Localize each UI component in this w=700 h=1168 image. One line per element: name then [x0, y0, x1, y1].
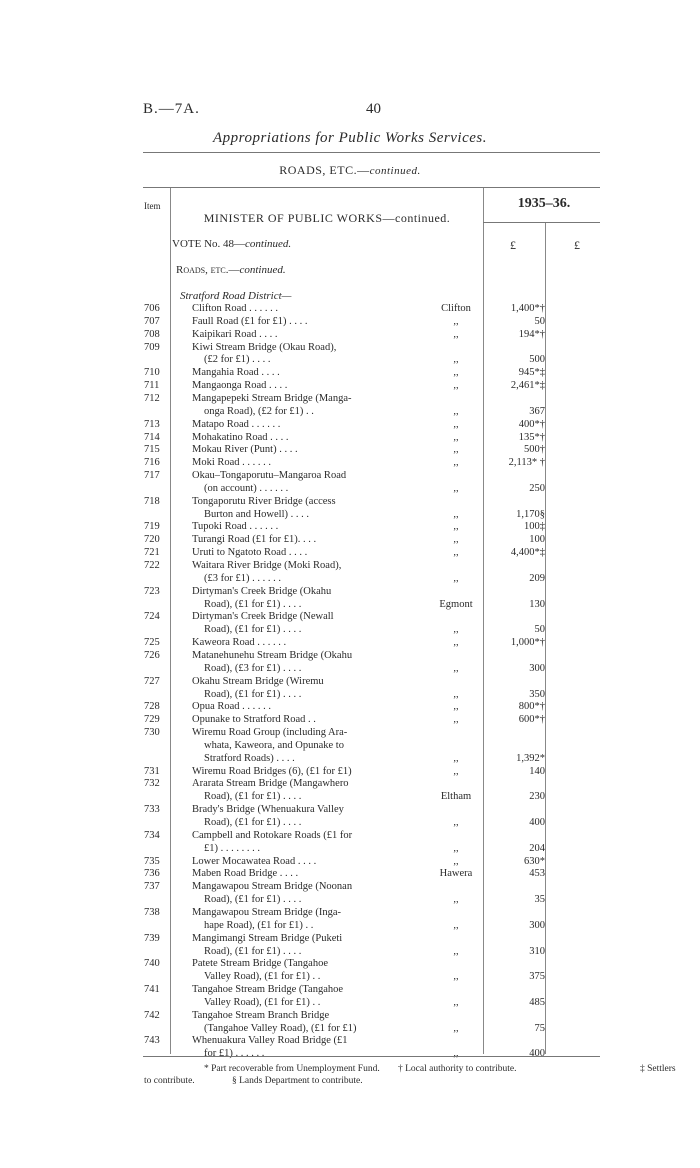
item-number: 739: [144, 932, 160, 944]
item-location: ,,: [453, 380, 459, 392]
item-number: 706: [144, 303, 160, 314]
item-number: 735: [144, 855, 160, 867]
item-amount: 100‡: [524, 521, 545, 533]
item-location: ,,: [453, 996, 459, 1008]
item-location: ,,: [453, 534, 459, 546]
item-amount: 500: [529, 354, 545, 366]
item-column-rule: [170, 188, 171, 1054]
item-description: Lower Mocawatea Road . . . .: [192, 855, 317, 867]
item-number: 709: [144, 341, 160, 353]
item-amount: 50: [534, 624, 545, 636]
item-amount: 350: [529, 688, 545, 700]
item-number: 732: [144, 778, 160, 790]
item-description: Tongaporutu River Bridge (access: [192, 495, 336, 507]
item-location: ,,: [453, 701, 459, 713]
item-location: ,,: [453, 817, 459, 828]
item-location: ,,: [453, 328, 459, 340]
item-location: ,,: [453, 572, 459, 584]
item-description: Brady's Bridge (Whenuakura Valley: [192, 804, 344, 816]
footnote-lands-department: § Lands Department to contribute.: [232, 1076, 363, 1086]
item-description: Wiremu Road Group (including Ara-: [192, 727, 348, 739]
item-description: Tupoki Road . . . . . .: [192, 521, 279, 533]
item-number: 715: [144, 444, 160, 456]
item-number: 714: [144, 431, 160, 443]
item-description: Road), (£1 for £1) . . . .: [204, 894, 302, 906]
item-number: 733: [144, 804, 160, 816]
item-amount: 400*†: [518, 418, 545, 430]
item-amount: 600*†: [518, 714, 545, 726]
item-number: 734: [144, 829, 160, 841]
item-location: ,,: [453, 418, 459, 430]
item-number: 716: [144, 457, 160, 469]
item-amount: 800*†: [518, 701, 545, 713]
item-location: Clifton: [441, 303, 471, 314]
item-description: Mohakatino Road . . . .: [192, 431, 289, 443]
item-location: ,,: [453, 765, 459, 777]
item-location: ,,: [453, 482, 459, 494]
footnote-settlers: ‡ Settlers: [640, 1064, 676, 1074]
vote-heading: [172, 238, 291, 250]
sub-heading-main: ROADS, ETC.—: [279, 163, 370, 177]
roads-heading-cont: continued.: [239, 264, 286, 276]
item-description: Road), (£3 for £1) . . . .: [204, 662, 302, 674]
item-location: ,,: [453, 842, 459, 854]
item-number: 712: [144, 392, 160, 404]
item-amount: 130: [529, 598, 545, 610]
item-description: Waitara River Bridge (Moki Road),: [192, 560, 342, 571]
item-description: whata, Kaweora, and Opunake to: [204, 739, 344, 751]
item-description: Dirtyman's Creek Bridge (Okahu: [192, 585, 332, 597]
item-description: Stratford Roads) . . . .: [204, 752, 295, 764]
item-amount: 310: [529, 945, 545, 957]
item-description: Okahu Stream Bridge (Wiremu: [192, 675, 324, 687]
item-number: 718: [144, 495, 160, 507]
sub-heading: [0, 163, 700, 178]
item-location: Eltham: [440, 791, 472, 803]
item-number: 708: [144, 328, 160, 340]
item-number: 736: [144, 868, 160, 880]
item-location: Hawera: [439, 868, 473, 880]
item-amount: 1,392*: [516, 752, 545, 764]
item-number: 724: [144, 611, 160, 623]
item-number: 717: [144, 470, 160, 482]
item-description: Kiwi Stream Bridge (Okau Road),: [192, 341, 337, 353]
item-location: ,,: [453, 367, 459, 379]
item-amount: 1,170§: [516, 508, 545, 520]
footnote-settlers-cont: to contribute.: [144, 1076, 195, 1086]
document-code: B.—7A.: [143, 101, 200, 117]
item-amount: 2,461*‡: [510, 380, 545, 392]
item-description: Matapo Road . . . . . .: [192, 418, 281, 430]
item-description: Mangawapou Stream Bridge (Inga-: [192, 906, 341, 918]
item-amount: 2,113* †: [508, 457, 545, 469]
item-location: ,,: [453, 405, 459, 417]
item-description: Okau–Tongaporutu–Mangaroa Road: [192, 470, 347, 482]
roads-heading: [176, 264, 286, 276]
title-rule: [143, 152, 600, 153]
item-number: 729: [144, 714, 160, 726]
item-description: Road), (£1 for £1) . . . .: [204, 945, 302, 957]
item-description: Wiremu Road Bridges (6), (£1 for £1): [192, 765, 352, 777]
item-location: ,,: [453, 521, 459, 533]
item-location: ,,: [453, 662, 459, 674]
item-number: 742: [144, 1009, 160, 1021]
item-description: (on account) . . . . . .: [204, 482, 289, 494]
item-number: 725: [144, 637, 160, 649]
item-location: ,,: [453, 855, 459, 867]
item-amount: 100: [529, 534, 545, 546]
item-description: (Tangahoe Valley Road), (£1 for £1): [204, 1022, 357, 1034]
pound-header-2: £: [574, 238, 580, 252]
page-number: 40: [366, 101, 381, 117]
vote-heading-main: VOTE No. 48—: [172, 238, 246, 250]
table-top-rule: [143, 187, 600, 188]
item-location: ,,: [453, 919, 459, 931]
district-heading: Stratford Road District—: [180, 290, 292, 302]
item-location: ,,: [453, 688, 459, 700]
item-description: Mangimangi Stream Bridge (Puketi: [192, 932, 343, 944]
footnote-unemployment: * Part recoverable from Unemployment Fund.: [204, 1064, 380, 1074]
item-description: onga Road), (£2 for £1) . .: [204, 405, 314, 417]
item-amount: 485: [529, 996, 545, 1008]
item-location: ,,: [453, 637, 459, 649]
pound-header-1: £: [510, 238, 516, 252]
item-number: 728: [144, 701, 160, 713]
item-description: Tangahoe Stream Branch Bridge: [192, 1009, 330, 1021]
item-location: ,,: [453, 431, 459, 443]
vote-heading-cont: continued.: [245, 238, 292, 250]
item-amount: 945*‡: [518, 367, 545, 379]
item-description: Valley Road), (£1 for £1) . .: [204, 996, 321, 1008]
amount-column-rule: [545, 222, 546, 1054]
item-number: 731: [144, 765, 160, 777]
item-amount: 135*†: [518, 431, 545, 443]
item-amount: 209: [529, 572, 545, 584]
item-location: ,,: [453, 354, 459, 366]
item-number: 738: [144, 906, 160, 918]
year-header-rule: [483, 222, 600, 223]
item-description: Burton and Howell) . . . .: [204, 508, 309, 520]
item-amount: 1,000*†: [510, 637, 545, 649]
item-number: 740: [144, 958, 160, 970]
item-number: 711: [144, 380, 160, 392]
item-description: (£3 for £1) . . . . . .: [204, 572, 281, 584]
item-description: Moki Road . . . . . .: [192, 457, 272, 469]
item-column-header: Item: [144, 201, 161, 211]
item-location: ,,: [453, 971, 459, 983]
item-location: ,,: [453, 945, 459, 957]
item-number: 710: [144, 367, 160, 379]
item-number: 720: [144, 534, 160, 546]
item-amount: 300: [529, 662, 545, 674]
footnote-local-authority: † Local authority to contribute.: [398, 1064, 517, 1074]
item-description: Road), (£1 for £1) . . . .: [204, 598, 302, 610]
item-description: Turangi Road (£1 for £1). . . .: [192, 534, 317, 546]
sub-heading-cont: continued.: [369, 165, 421, 177]
item-description: Matanehunehu Stream Bridge (Okahu: [192, 649, 353, 661]
item-description: hape Road), (£1 for £1) . .: [204, 919, 314, 931]
item-number: 707: [144, 315, 160, 327]
item-location: ,,: [453, 508, 459, 520]
ministry-heading: MINISTER OF PUBLIC WORKS—continued.: [203, 211, 451, 225]
item-location: Egmont: [439, 598, 473, 610]
item-number: 737: [144, 881, 160, 893]
roads-heading-main: Roads, etc.—: [176, 264, 240, 276]
item-location: ,,: [453, 624, 459, 636]
item-description: Patete Stream Bridge (Tangahoe: [192, 958, 329, 970]
item-amount: 50: [534, 315, 545, 327]
item-description: Tangahoe Stream Bridge (Tangahoe: [192, 984, 344, 996]
item-description: Faull Road (£1 for £1) . . . .: [192, 315, 308, 327]
item-number: 722: [144, 560, 160, 571]
item-location: ,,: [453, 315, 459, 327]
footnote-rule: [143, 1056, 600, 1057]
item-description: Road), (£1 for £1) . . . .: [204, 688, 302, 700]
item-location: ,,: [453, 1022, 459, 1034]
item-amount: 194*†: [518, 328, 545, 340]
item-description: Clifton Road . . . . . .: [192, 303, 279, 314]
item-description: Mangawapou Stream Bridge (Noonan: [192, 881, 353, 893]
item-amount: 4,400*‡: [510, 547, 545, 559]
item-description: (£2 for £1) . . . .: [204, 354, 271, 366]
item-amount: 630*: [524, 855, 545, 867]
item-amount: 35: [534, 894, 545, 906]
item-location: ,,: [453, 1048, 459, 1060]
item-location: ,,: [453, 714, 459, 726]
item-location: ,,: [453, 894, 459, 906]
item-description: Kaweora Road . . . . . .: [192, 637, 287, 649]
item-amount: 367: [529, 405, 545, 417]
item-description: for £1) . . . . . .: [204, 1048, 265, 1060]
item-description: Dirtyman's Creek Bridge (Newall: [192, 611, 334, 623]
item-number: 743: [144, 1035, 160, 1047]
item-amount: 230: [529, 791, 545, 803]
item-amount: 75: [534, 1022, 545, 1034]
year-column-header: 1935–36.: [517, 196, 571, 211]
item-number: 713: [144, 418, 160, 430]
item-description: Uruti to Ngatoto Road . . . .: [192, 547, 308, 559]
item-description: Road), (£1 for £1) . . . .: [204, 791, 302, 803]
item-description: Valley Road), (£1 for £1) . .: [204, 971, 321, 983]
item-number: 721: [144, 547, 160, 559]
item-amount: 250: [529, 482, 545, 494]
item-description: Opunake to Stratford Road . .: [192, 714, 316, 726]
item-location: ,,: [453, 547, 459, 559]
item-description: Mokau River (Punt) . . . .: [192, 444, 298, 456]
item-description: Campbell and Rotokare Roads (£1 for: [192, 829, 353, 841]
item-amount: 400: [529, 1048, 545, 1060]
item-description: Opua Road . . . . . .: [192, 701, 272, 713]
item-description: Road), (£1 for £1) . . . .: [204, 817, 302, 828]
item-amount: 500†: [524, 444, 545, 456]
item-description: Mangapepeki Stream Bridge (Manga-: [192, 392, 352, 404]
item-amount: 300: [529, 919, 545, 931]
item-description: Kaipikari Road . . . .: [192, 328, 278, 340]
item-description: Mangahia Road . . . .: [192, 367, 280, 379]
section-title: Appropriations for Public Works Services.: [213, 130, 487, 146]
item-description: £1) . . . . . . . .: [204, 842, 260, 854]
item-number: 741: [144, 984, 160, 996]
item-location: ,,: [453, 444, 459, 456]
item-amount: 453: [529, 868, 545, 880]
item-amount: 400: [529, 817, 545, 828]
item-number: 727: [144, 675, 160, 687]
item-amount: 1,400*†: [510, 303, 545, 314]
item-number: 723: [144, 585, 160, 597]
item-location: ,,: [453, 752, 459, 764]
item-description: Maben Road Bridge . . . .: [192, 868, 299, 880]
item-number: 719: [144, 521, 160, 533]
item-description: Whenuakura Valley Road Bridge (£1: [192, 1035, 348, 1047]
item-description: Road), (£1 for £1) . . . .: [204, 624, 302, 636]
item-number: 730: [144, 727, 160, 739]
item-description: Mangaonga Road . . . .: [192, 380, 288, 392]
item-amount: 375: [529, 971, 545, 983]
item-location: ,,: [453, 457, 459, 469]
item-amount: 204: [529, 842, 545, 854]
item-description: Ararata Stream Bridge (Mangawhero: [192, 778, 349, 790]
item-amount: 140: [529, 765, 545, 777]
item-number: 726: [144, 649, 160, 661]
